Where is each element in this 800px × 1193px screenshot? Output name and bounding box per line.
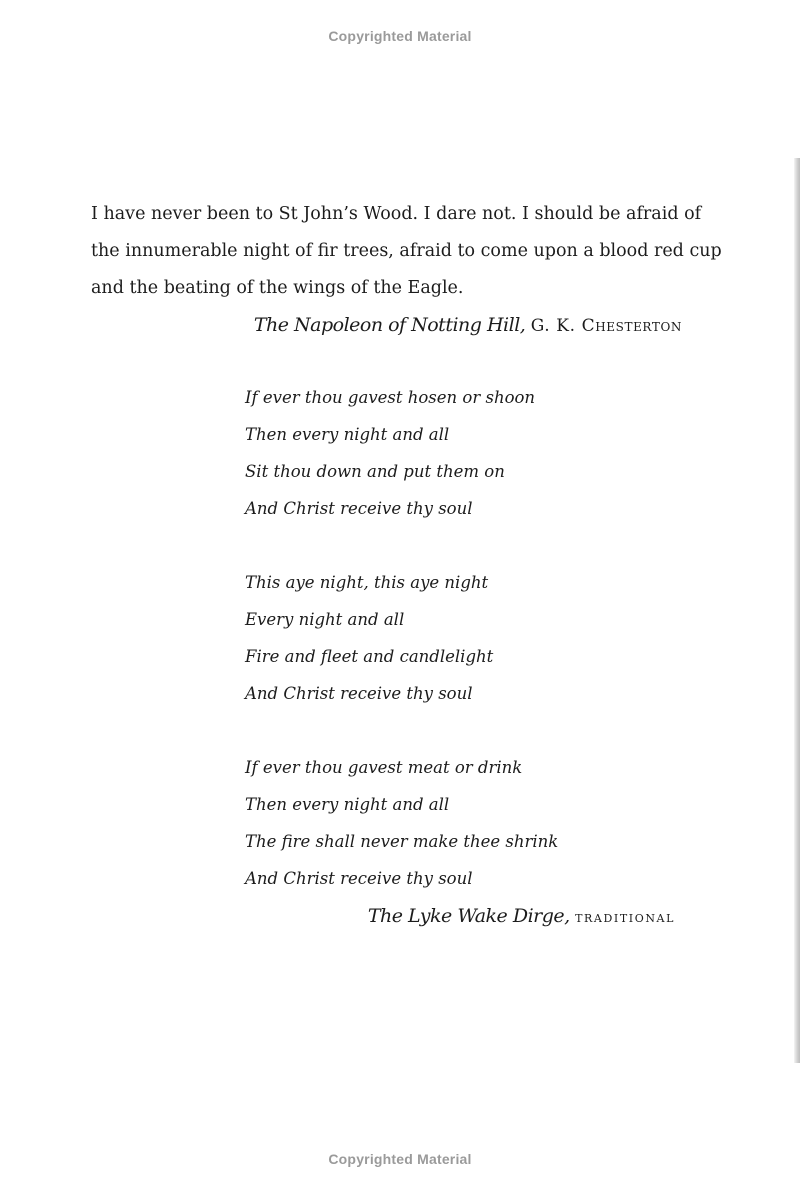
- poem-line: This aye night, this aye night: [245, 573, 489, 592]
- poem-stanza-3: [245, 749, 665, 897]
- copyright-watermark-bottom: Copyrighted Material: [328, 1151, 472, 1167]
- poem-line: If ever thou gavest meat or drink: [245, 758, 523, 777]
- poem-line: Sit thou down and put them on: [245, 462, 505, 481]
- epigraph-attribution: [254, 314, 682, 336]
- prose-epigraph: [91, 196, 722, 307]
- poem-line: And Christ receive thy soul: [245, 684, 473, 703]
- poem-line: And Christ receive thy soul: [245, 499, 473, 518]
- source-author: traditional: [575, 907, 675, 926]
- poem-attribution: [368, 905, 675, 927]
- poem-stanza-2: [245, 564, 665, 712]
- poem-line: Then every night and all: [245, 425, 450, 444]
- poem-stanza-1: [245, 379, 665, 527]
- poem-line: If ever thou gavest hosen or shoon: [245, 388, 536, 407]
- page-edge-shadow: [794, 158, 800, 1063]
- epigraph-line: I have never been to St John’s Wood. I dare not. I should be afraid of: [91, 204, 702, 224]
- source-title: The Lyke Wake Dirge,: [367, 905, 570, 927]
- epigraph-line: the innumerable night of fir trees, afraid to come upon a blood red cup: [91, 241, 722, 261]
- poem-line: Then every night and all: [245, 795, 450, 814]
- poem-line: Fire and fleet and candlelight: [245, 647, 494, 666]
- poem-line: The fire shall never make thee shrink: [245, 832, 559, 851]
- source-author: G. K. Chesterton: [530, 316, 682, 336]
- poem-line: Every night and all: [245, 610, 405, 629]
- epigraph-line: and the beating of the wings of the Eagle.: [91, 278, 464, 298]
- poem-line: And Christ receive thy soul: [245, 869, 473, 888]
- copyright-watermark-top: Copyrighted Material: [328, 28, 472, 44]
- source-title: The Napoleon of Notting Hill,: [253, 314, 526, 336]
